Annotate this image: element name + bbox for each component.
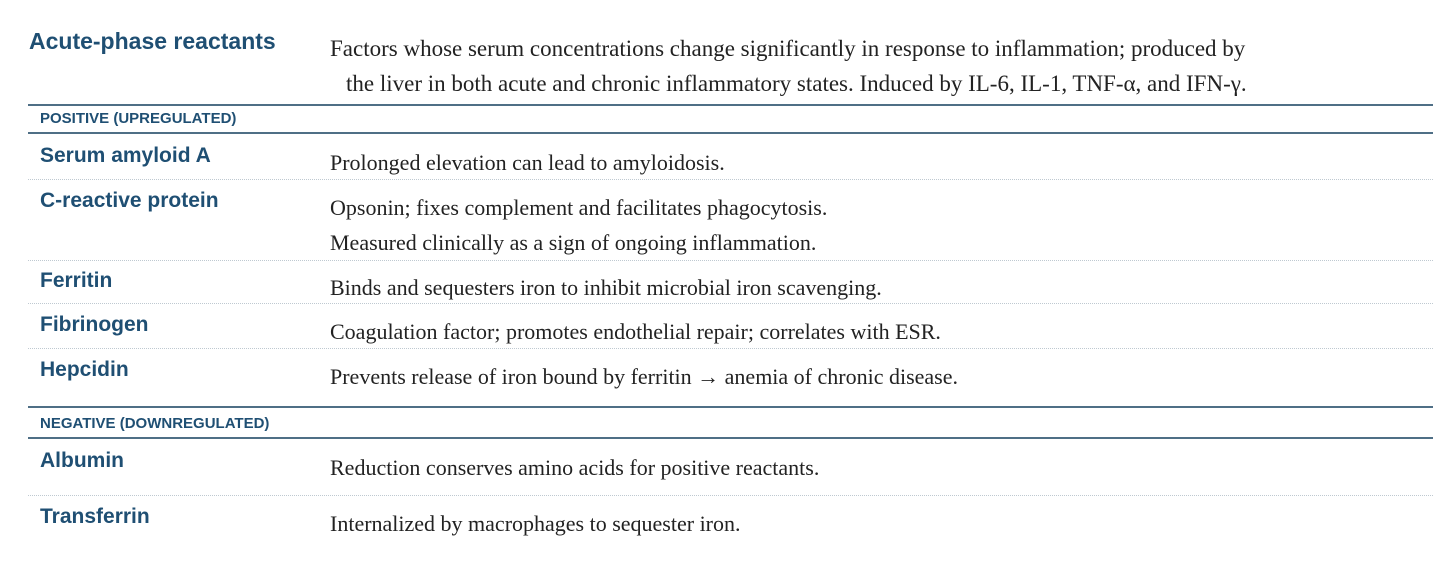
row-divider	[28, 495, 1433, 496]
description-line: Opsonin; fixes complement and facilitates phagocytosis.	[330, 195, 828, 220]
description-line: Measured clinically as a sign of ongoing inflammation.	[330, 230, 817, 255]
reactant-description	[330, 145, 725, 180]
reactant-name: C-reactive protein	[40, 189, 219, 212]
section-rule	[28, 132, 1433, 134]
reactant-name: Ferritin	[40, 269, 113, 292]
intro-line: the liver in both acute and chronic inflammatory states. Induced by IL-6, IL-1, TNF-α, and IFN-γ.	[346, 71, 1247, 96]
reactant-name: Serum amyloid A	[40, 144, 211, 167]
reactant-description	[330, 450, 819, 485]
section-rule	[28, 104, 1433, 106]
reactant-description	[330, 314, 941, 349]
reactant-name: Transferrin	[40, 505, 150, 528]
section-rule	[28, 437, 1433, 439]
reactant-name: Hepcidin	[40, 358, 129, 381]
reactant-description	[330, 359, 958, 394]
table-intro	[330, 31, 1420, 101]
section-label-negative: NEGATIVE (DOWNREGULATED)	[40, 415, 270, 432]
description-line: Prevents release of iron bound by ferritin → anemia of chronic disease.	[330, 364, 959, 389]
reactant-name: Albumin	[40, 449, 124, 472]
description-line: Prolonged elevation can lead to amyloidosis.	[330, 150, 725, 175]
row-divider	[28, 260, 1433, 261]
row-divider	[28, 348, 1433, 349]
table-header	[0, 0, 1440, 104]
row-divider	[28, 179, 1433, 180]
row-divider	[28, 303, 1433, 304]
table-title: Acute-phase reactants	[29, 28, 276, 54]
reactant-description	[330, 270, 882, 305]
reactant-description	[330, 190, 827, 260]
reactant-description	[330, 506, 741, 541]
description-line: Reduction conserves amino acids for positive reactants.	[330, 455, 820, 480]
reactant-name: Fibrinogen	[40, 313, 149, 336]
description-line: Coagulation factor; promotes endothelial repair; correlates with ESR.	[330, 319, 941, 344]
section-rule	[28, 406, 1433, 408]
section-label-positive: POSITIVE (UPREGULATED)	[40, 110, 237, 127]
intro-line: Factors whose serum concentrations change significantly in response to inflammation; produced by	[330, 36, 1246, 61]
description-line: Internalized by macrophages to sequester iron.	[330, 511, 741, 536]
description-line: Binds and sequesters iron to inhibit microbial iron scavenging.	[330, 275, 882, 300]
